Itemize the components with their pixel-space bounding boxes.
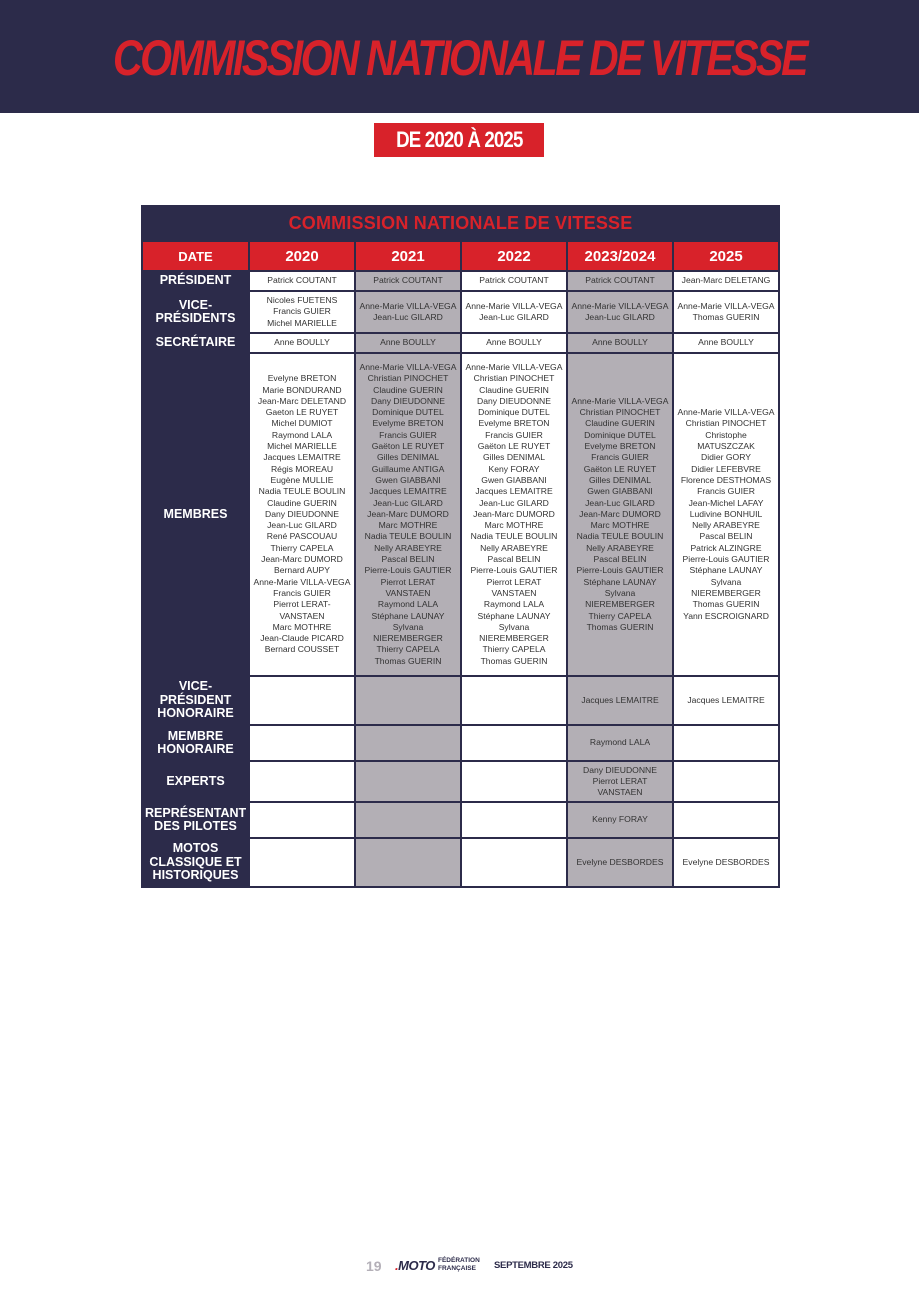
table-cell	[355, 838, 461, 887]
period-label: DE 2020 À 2025	[395, 127, 523, 152]
row-label: SECRÉTAIRE	[142, 333, 249, 353]
row-label: PRÉSIDENT	[142, 271, 249, 291]
member-name: Anne BOULLY	[592, 337, 648, 348]
member-name: Christian PINOCHET	[367, 373, 449, 384]
table-body	[142, 271, 779, 887]
member-name: NIEREMBERGER	[585, 599, 655, 610]
table-row	[142, 353, 779, 676]
table-row	[142, 333, 779, 353]
member-name: Keny FORAY	[488, 463, 540, 474]
member-name: Jean-Luc GILARD	[585, 312, 655, 322]
table-row	[142, 725, 779, 761]
member-name: Jacques LEMAITRE	[369, 486, 447, 497]
member-name: Guillaume ANTIGA	[371, 463, 445, 474]
member-name: Anne-Marie VILLA-VEGA	[253, 576, 351, 587]
member-name: Gaëton LE RUYET	[371, 441, 445, 452]
table-cell	[355, 802, 461, 838]
member-name: Gaëton LE RUYET	[477, 441, 551, 452]
member-name: Bernard COUSSET	[264, 644, 340, 655]
row-label: MOTOS CLASSIQUE ET HISTORIQUES	[142, 838, 249, 887]
table-cell	[673, 838, 779, 887]
member-name: Jean-Luc GILARD	[585, 497, 655, 508]
year-header: 2020	[249, 241, 355, 271]
member-name: Dominique DUTEL	[478, 407, 550, 418]
member-name: Dany DIEUDONNE	[370, 395, 446, 406]
table-cell	[461, 725, 567, 761]
member-name: Yann ESCROIGNARD	[683, 610, 769, 621]
member-name: Francis GUIER	[379, 429, 437, 440]
member-name: Thomas GUERIN	[586, 621, 654, 632]
member-name: Pierrot LERAT	[380, 576, 436, 587]
table-cell	[673, 333, 779, 353]
member-name: Stéphane LAUNAY	[583, 576, 657, 587]
table-cell	[355, 725, 461, 761]
table-cell	[673, 353, 779, 676]
member-name: Pierrot LERAT	[592, 775, 648, 786]
member-name: Jacques LEMAITRE	[687, 694, 765, 705]
member-name: Stéphane LAUNAY	[477, 610, 551, 621]
member-name: Thomas GUERIN	[692, 599, 760, 610]
logo-dot-icon: .	[395, 1258, 399, 1273]
member-name: Raymond LALA	[377, 599, 439, 610]
member-name: Gwen GIABBANI	[375, 474, 441, 485]
row-label: EXPERTS	[142, 761, 249, 802]
member-name: Régis MOREAU	[270, 463, 334, 474]
member-name: Anne BOULLY	[274, 337, 330, 348]
table-row	[142, 676, 779, 725]
member-name: Francis GUIER	[697, 486, 755, 497]
table-cell	[249, 333, 355, 353]
member-name: Christophe MATUSZCZAK	[697, 429, 755, 452]
table-cell	[673, 761, 779, 802]
row-label: REPRÉSENTANT DES PILOTES	[142, 802, 249, 838]
member-name: Jean-Luc GILARD	[479, 312, 549, 322]
member-name: Sylvana	[604, 587, 636, 598]
member-name: Pierrot LERAT	[486, 576, 542, 587]
table-cell	[355, 676, 461, 725]
table-cell	[355, 333, 461, 353]
member-name: Francis GUIER	[591, 452, 649, 463]
header-banner	[0, 0, 919, 113]
member-name: Claudine GUERIN	[267, 497, 337, 508]
member-name: Michel MARIELLE	[267, 441, 337, 452]
year-header: 2025	[673, 241, 779, 271]
member-name: Anne-Marie VILLA-VEGA	[465, 361, 563, 372]
member-name: Evelyne BRETON	[267, 373, 337, 384]
member-name: Jean-Marc DUMORD	[579, 508, 661, 519]
member-name: Jean-Marc DUMORD	[367, 508, 449, 519]
row-label: MEMBRE HONORAIRE	[142, 725, 249, 761]
year-header: 2022	[461, 241, 567, 271]
member-name: Nicoles FUETENS	[266, 295, 338, 306]
member-name: Evelyme BRETON	[478, 418, 550, 429]
member-name: Jean-Marc DELETANG	[681, 275, 771, 286]
member-name: Marc MOTHRE	[590, 520, 650, 531]
member-name: Anne BOULLY	[380, 337, 436, 348]
member-name: Gilles DENIMAL	[376, 452, 440, 463]
member-name: Jean-Luc GILARD	[373, 497, 443, 508]
table-cell	[249, 802, 355, 838]
member-name: Nelly ARABEYRE	[374, 542, 442, 553]
member-name: Dany DIEUDONNE	[476, 395, 552, 406]
row-label: VICE-PRÉSIDENT HONORAIRE	[142, 676, 249, 725]
member-name: Pierre-Louis GAUTIER	[470, 565, 558, 576]
member-name: Stéphane LAUNAY	[371, 610, 445, 621]
table-cell	[355, 353, 461, 676]
member-name: Christian PINOCHET	[473, 373, 555, 384]
table-cell	[355, 291, 461, 333]
member-name: Raymond LALA	[589, 737, 651, 748]
table-row	[142, 271, 779, 291]
footer	[0, 1256, 919, 1276]
member-name: Pascal BELIN	[381, 554, 435, 565]
member-name: Jacques LEMAITRE	[581, 694, 659, 705]
member-name: Anne-Marie VILLA-VEGA	[465, 300, 563, 311]
member-name: Claudine GUERIN	[585, 418, 655, 429]
row-label: MEMBRES	[142, 353, 249, 676]
table-cell	[673, 291, 779, 333]
member-name: Thierry CAPELA	[482, 644, 546, 655]
member-name: Jean-Luc GILARD	[267, 520, 337, 531]
page-title: COMMISSION NATIONALE DE VITESSE	[113, 30, 806, 86]
member-name: Anne BOULLY	[698, 337, 754, 348]
table-row	[142, 838, 779, 887]
table-cell	[673, 725, 779, 761]
member-name: Anne-Marie VILLA-VEGA	[571, 395, 669, 406]
member-name: Patrick COUTANT	[267, 275, 337, 286]
member-name: Jean-Marc DUMORD	[261, 554, 343, 565]
year-header: 2021	[355, 241, 461, 271]
member-name: Nadia TEULE BOULIN	[258, 486, 346, 497]
member-name: René PASCOUAU	[266, 531, 338, 542]
table-cell	[567, 676, 673, 725]
table-cell	[249, 676, 355, 725]
table-caption: COMMISSION NATIONALE DE VITESSE	[142, 206, 779, 241]
table-cell	[355, 761, 461, 802]
table-row	[142, 291, 779, 333]
table-cell	[673, 802, 779, 838]
table-cell	[567, 725, 673, 761]
date-header: DATE	[142, 241, 249, 271]
member-name: Marc MOTHRE	[272, 621, 332, 632]
member-name: Jean-Michel LAFAY	[688, 497, 764, 508]
member-name: Thierry CAPELA	[376, 644, 440, 655]
member-name: Stéphane LAUNAY	[689, 565, 763, 576]
member-name: Gilles DENIMAL	[482, 452, 546, 463]
table-cell	[249, 271, 355, 291]
member-name: Gwen GIABBANI	[481, 474, 547, 485]
member-name: Nadia TEULE BOULIN	[576, 531, 664, 542]
table-cell	[461, 291, 567, 333]
member-name: Pascal BELIN	[699, 531, 753, 542]
table-cell	[249, 761, 355, 802]
member-name: Florence DESTHOMAS	[680, 474, 772, 485]
member-name: Jean-Marc DELETAND	[257, 395, 347, 406]
commission-table	[141, 205, 780, 888]
member-name: Patrick COUTANT	[373, 275, 443, 286]
table-cell	[461, 761, 567, 802]
member-name: Pascal BELIN	[487, 554, 541, 565]
member-name: Kenny FORAY	[592, 814, 648, 825]
member-name: Claudine GUERIN	[479, 384, 549, 395]
member-name: Evelyme BRETON	[372, 418, 444, 429]
table-cell	[249, 838, 355, 887]
member-name: Anne-Marie VILLA-VEGA	[677, 407, 775, 418]
member-name: Nadia TEULE BOULIN	[470, 531, 558, 542]
table-cell	[567, 838, 673, 887]
table-cell	[355, 271, 461, 291]
member-name: NIEREMBERGER	[479, 633, 549, 644]
member-name: Marie BONDURAND	[262, 384, 342, 395]
member-name: Francis GUIER	[273, 306, 331, 317]
member-name: Jacques LEMAITRE	[263, 452, 341, 463]
member-name: Evelyne DESBORDES	[576, 856, 664, 867]
member-name: Evelyme BRETON	[584, 441, 656, 452]
member-name: Francis GUIER	[485, 429, 543, 440]
table-cell	[249, 725, 355, 761]
member-name: VANSTAEN	[491, 587, 537, 598]
member-name: Anne-Marie VILLA-VEGA	[359, 361, 457, 372]
member-name: Patrick COUTANT	[479, 275, 549, 286]
member-name: Bernard AUPY	[274, 565, 330, 576]
member-name: Jean-Luc GILARD	[479, 497, 549, 508]
member-name: Nelly ARABEYRE	[480, 542, 548, 553]
member-name: Evelyne DESBORDES	[682, 856, 770, 867]
table-cell	[461, 271, 567, 291]
member-name: Raymond LALA	[271, 429, 333, 440]
table-row	[142, 802, 779, 838]
member-name: Didier GORY	[701, 452, 752, 463]
table-cell	[673, 271, 779, 291]
member-name: Sylvana	[498, 621, 530, 632]
member-name: Pierre-Louis GAUTIER	[682, 554, 770, 565]
member-name: Gwen GIABBANI	[587, 486, 653, 497]
member-name: Marc MOTHRE	[484, 520, 544, 531]
member-name: Pascal BELIN	[593, 554, 647, 565]
member-name: Gilles DENIMAL	[588, 474, 652, 485]
member-name: Jean-Marc DUMORD	[473, 508, 555, 519]
member-name: Pierre-Louis GAUTIER	[576, 565, 664, 576]
table-cell	[567, 271, 673, 291]
period-badge	[374, 123, 544, 157]
member-name: Marc MOTHRE	[378, 520, 438, 531]
member-name: Pierre-Louis GAUTIER	[364, 565, 452, 576]
table-cell	[673, 676, 779, 725]
table-cell	[461, 333, 567, 353]
member-name: Michel MARIELLE	[267, 317, 337, 328]
member-name: Thierry CAPELA	[588, 610, 652, 621]
member-name: Gaeton LE RUYET	[265, 407, 339, 418]
member-name: Anne-Marie VILLA-VEGA	[677, 300, 775, 311]
member-name: Ludivine BONHUIL	[689, 508, 763, 519]
member-name: Patrick COUTANT	[585, 275, 655, 286]
member-name: Raymond LALA	[483, 599, 545, 610]
member-name: VANSTAEN	[597, 787, 643, 798]
member-name: Anne-Marie VILLA-VEGA	[571, 300, 669, 311]
member-name: NIEREMBERGER	[373, 633, 443, 644]
logo-subtitle	[438, 1257, 480, 1273]
member-name: Michel DUMIOT	[271, 418, 333, 429]
member-name: Jean-Luc GILARD	[373, 312, 443, 322]
member-name: Gaëton LE RUYET	[583, 463, 657, 474]
member-name: Didier LEFEBVRE	[691, 463, 761, 474]
member-name: Christian PINOCHET	[685, 418, 767, 429]
logo-subtitle-line2: FRANÇAISE	[438, 1265, 476, 1272]
table-cell	[567, 291, 673, 333]
member-name: Anne BOULLY	[486, 337, 542, 348]
logo-subtitle-line1: FÉDÉRATION	[438, 1257, 480, 1264]
member-name: NIEREMBERGER	[691, 587, 761, 598]
member-name: VANSTAEN	[385, 587, 431, 598]
table-cell	[567, 802, 673, 838]
table-cell	[567, 761, 673, 802]
member-name: Sylvana	[392, 621, 424, 632]
table-cell	[461, 676, 567, 725]
table-cell	[567, 353, 673, 676]
member-name: Eugène MULLIE	[270, 474, 334, 485]
table-cell	[567, 333, 673, 353]
member-name: Thierry CAPELA	[270, 542, 334, 553]
member-name: Sylvana	[710, 576, 742, 587]
member-name: Patrick ALZINGRE	[690, 542, 762, 553]
table-row	[142, 761, 779, 802]
member-name: Dominique DUTEL	[372, 407, 444, 418]
member-name: Jean-Claude PICARD	[260, 633, 344, 644]
member-name: Nadia TEULE BOULIN	[364, 531, 452, 542]
table-cell	[461, 802, 567, 838]
page-number: 19	[366, 1258, 382, 1274]
member-name: Nelly ARABEYRE	[586, 542, 654, 553]
member-name: Thomas GUERIN	[480, 655, 548, 666]
row-label: VICE-PRÉSIDENTS	[142, 291, 249, 333]
member-name: Thomas GUERIN	[692, 312, 760, 322]
member-name: Thomas GUERIN	[374, 655, 442, 666]
table-cell	[249, 291, 355, 333]
member-name: Dominique DUTEL	[584, 429, 656, 440]
issue-date: SEPTEMBRE 2025	[494, 1260, 573, 1271]
member-name: Francis GUIER	[273, 587, 331, 598]
table-cell	[249, 353, 355, 676]
ffm-logo	[395, 1257, 435, 1275]
member-name: Nelly ARABEYRE	[692, 520, 760, 531]
member-name: Christian PINOCHET	[579, 407, 661, 418]
logo-wordmark: MOTO	[398, 1258, 435, 1273]
member-name: Claudine GUERIN	[373, 384, 443, 395]
member-name: Anne-Marie VILLA-VEGA	[359, 300, 457, 311]
year-header: 2023/2024	[567, 241, 673, 271]
table-cell	[461, 353, 567, 676]
member-name: Dany DIEUDONNE	[264, 508, 340, 519]
member-name: Dany DIEUDONNE	[582, 764, 658, 775]
member-name: Jacques LEMAITRE	[475, 486, 553, 497]
table-cell	[461, 838, 567, 887]
member-name: Pierrot LERAT-VANSTAEN	[273, 599, 331, 621]
